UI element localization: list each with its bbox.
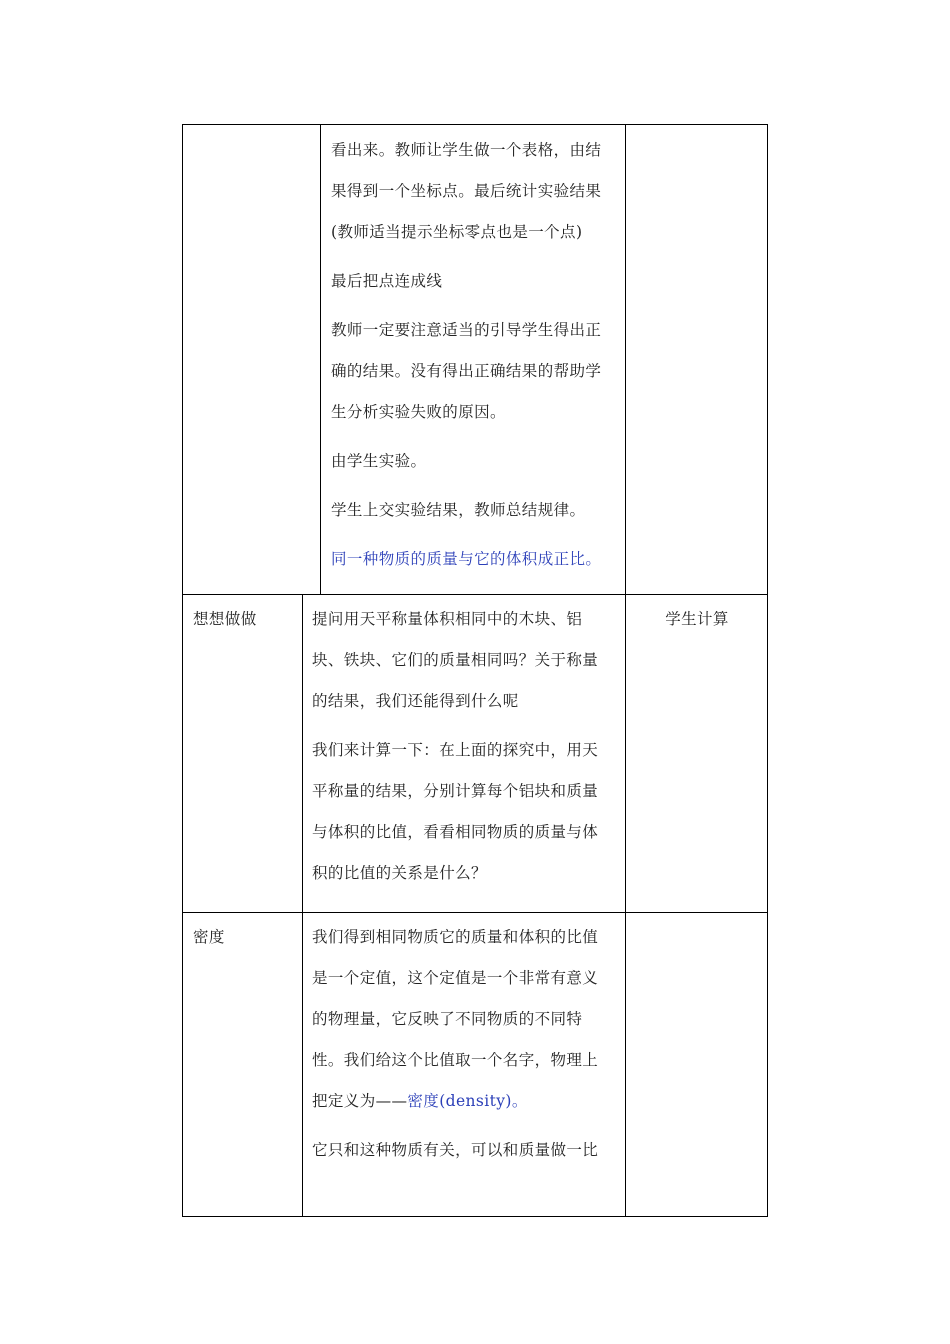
- text-line: (教师适当提示坐标零点也是一个点): [331, 223, 583, 241]
- row3-content: [312, 917, 623, 1171]
- row1-content: [331, 130, 623, 580]
- text-line: 性。我们给这个比值取一个名字，物理上: [312, 1051, 599, 1069]
- text-line: 我们来计算一下：在上面的探究中，用天: [312, 741, 599, 759]
- row2-label: [193, 599, 298, 640]
- text-line: 平称量的结果，分别计算每个铝块和质量: [312, 782, 599, 800]
- text-line: [312, 1081, 623, 1122]
- column-divider-1-rows23: [302, 594, 303, 1217]
- table-border-right: [767, 124, 768, 1217]
- definition-prefix: 把定义为——: [312, 1092, 408, 1110]
- text-line: 是一个定值，这个定值是一个非常有意义: [312, 969, 599, 987]
- row-label: 想想做做: [193, 610, 257, 628]
- text-line: 确的结果。没有得出正确结果的帮助学: [331, 362, 602, 380]
- row-divider-2: [182, 912, 768, 913]
- text-line: 与体积的比值，看看相同物质的质量与体: [312, 823, 599, 841]
- row2-note: [627, 599, 767, 640]
- row2-content: [312, 599, 623, 894]
- text-line: 最后把点连成线: [331, 272, 443, 290]
- text-line: 的结果，我们还能得到什么呢: [312, 692, 519, 710]
- conclusion-highlight: 同一种物质的质量与它的体积成正比。: [331, 550, 602, 568]
- column-divider-2: [625, 124, 626, 1217]
- table-border-left: [182, 124, 183, 1217]
- row3-label: [193, 917, 298, 958]
- text-line: 由学生实验。: [331, 452, 427, 470]
- density-term: 密度(density)。: [407, 1092, 528, 1110]
- row-note: 学生计算: [665, 610, 729, 628]
- column-divider-1-row1: [320, 124, 321, 595]
- text-line: 教师一定要注意适当的引导学生得出正: [331, 321, 602, 339]
- text-line: 积的比值的关系是什么？: [312, 864, 487, 882]
- text-line: 学生上交实验结果，教师总结规律。: [331, 501, 586, 519]
- text-line: 的物理量，它反映了不同物质的不同特: [312, 1010, 583, 1028]
- text-line: 提问用天平称量体积相同中的木块、铝: [312, 610, 583, 628]
- row-divider-1: [182, 594, 768, 595]
- table-border-bottom: [182, 1216, 768, 1217]
- text-line: 块、铁块、它们的质量相同吗？关于称量: [312, 651, 599, 669]
- text-line: 它只和这种物质有关，可以和质量做一比: [312, 1141, 599, 1159]
- text-line: 看出来。教师让学生做一个表格，由结: [331, 141, 602, 159]
- text-line: 我们得到相同物质它的质量和体积的比值: [312, 928, 599, 946]
- text-line: 果得到一个坐标点。最后统计实验结果: [331, 182, 602, 200]
- text-line: 生分析实验失败的原因。: [331, 403, 506, 421]
- table-border-top: [182, 124, 768, 125]
- row-label: 密度: [193, 928, 225, 946]
